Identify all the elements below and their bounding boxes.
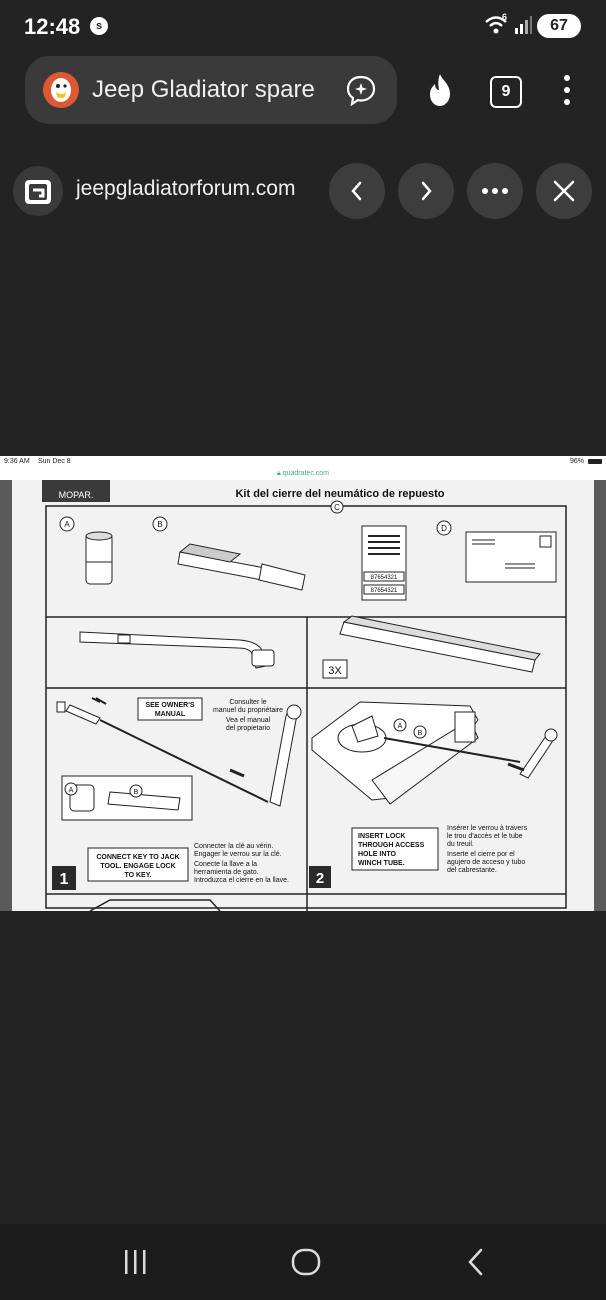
inner-battery: 96% — [570, 458, 585, 465]
inner-date: Sun Dec 8 — [38, 458, 71, 465]
home-icon[interactable] — [290, 1246, 322, 1278]
step-1-instruction-line-1: CONNECT KEY TO JACK — [96, 854, 180, 861]
forward-chevron-icon — [398, 163, 454, 219]
step-1-es-line-3: Introduzca el cierre en la llave. — [194, 877, 289, 884]
step-2-instruction-line-4: WINCH TUBE. — [358, 860, 405, 867]
step-2-part-b-label: B — [417, 730, 423, 737]
quantity-label: 3X — [328, 665, 342, 677]
url-text[interactable]: Jeep Gladiator spare — [92, 76, 315, 103]
step-2-es-line-3: del cabrestante. — [447, 867, 497, 874]
step-1-fr-line-2: Engager le verrou sur la clé. — [194, 851, 282, 858]
s-badge-icon: s — [90, 17, 108, 35]
part-d-label: D — [441, 524, 447, 533]
tab-count: 9 — [501, 83, 511, 100]
step-1-number: 1 — [59, 871, 69, 888]
battery-level: 67 — [550, 17, 568, 34]
back-chevron-icon — [329, 163, 385, 219]
inner-battery-icon — [588, 459, 602, 464]
status-bar — [0, 0, 606, 52]
signal-icon — [514, 16, 532, 34]
step-2-instruction-line-3: HOLE INTO — [358, 851, 396, 858]
step-1-part-b-label: B — [133, 789, 139, 796]
close-button[interactable] — [536, 163, 592, 219]
inner-address-bar — [0, 468, 606, 480]
manual-es-line-2: del propietario — [225, 725, 271, 732]
more-vert-icon[interactable] — [557, 72, 577, 108]
envelope-icon — [466, 532, 556, 582]
step-2-es-line-2: agujero de acceso y tubo — [447, 859, 526, 866]
manual-fr-line-1: Consulter le — [229, 699, 267, 706]
brand-label: MOPAR. — [58, 490, 94, 500]
lock-icon: 🔒︎ — [277, 470, 281, 477]
step-2-instruction-line-2: THROUGH ACCESS — [358, 842, 425, 849]
status-time: 12:48 — [24, 14, 81, 39]
navigation-bar — [0, 1224, 606, 1300]
step-2-fr-line-1: Insérer le verrou à travers — [447, 825, 528, 832]
part-c-label: C — [334, 503, 340, 512]
part-a-label: A — [64, 520, 70, 529]
step-1-instruction-line-3: TO KEY. — [124, 872, 152, 879]
step-2-instruction-line-1: INSERT LOCK — [358, 833, 406, 840]
back-button[interactable] — [329, 163, 385, 219]
more-options-button[interactable] — [467, 163, 523, 219]
step-1-instruction-line-2: TOOL. ENGAGE LOCK — [100, 863, 176, 870]
site-favicon — [13, 166, 63, 216]
inner-address: quadratec.com — [282, 470, 329, 477]
step-2-number: 2 — [315, 870, 325, 887]
manual-fr-line-2: manuel du propriétaire — [212, 707, 284, 714]
step-2-part-a-label: A — [397, 723, 403, 730]
instruction-document — [0, 480, 606, 911]
see-manual-line-2: MANUAL — [154, 711, 186, 718]
see-manual-line-1: SEE OWNER'S — [145, 702, 195, 709]
step-1-part-a-label: A — [68, 787, 74, 794]
tabs-button[interactable] — [490, 76, 522, 108]
step-2-fr-line-3: du treuil. — [447, 841, 474, 848]
document-title: Kit del cierre del neumático de repuesto — [235, 488, 445, 500]
more-horiz-icon — [467, 163, 523, 219]
step-2-es-line-1: Inserte el cierre por el — [447, 851, 515, 858]
forward-button[interactable] — [398, 163, 454, 219]
close-icon — [536, 163, 592, 219]
duckduckgo-logo — [43, 72, 79, 108]
recent-apps-icon[interactable] — [122, 1248, 150, 1276]
inner-status-bar — [0, 456, 606, 468]
code-1: 87654321 — [370, 575, 398, 581]
network-indicator: 6 — [502, 12, 508, 22]
battery-indicator — [537, 14, 581, 38]
back-icon[interactable] — [464, 1248, 488, 1276]
step-1-fr-line-1: Connecter la clé au vérin. — [194, 843, 274, 850]
instruction-sheet — [0, 480, 606, 911]
step-1-es-line-1: Conecte la llave a la — [194, 861, 258, 868]
socket-part-icon — [86, 532, 112, 584]
part-b-label: B — [157, 520, 163, 529]
ai-chat-icon[interactable] — [345, 74, 377, 106]
step-1-es-line-2: herramienta de gato. — [194, 869, 259, 876]
site-name[interactable]: jeepgladiatorforum.com — [76, 177, 296, 200]
step-2-fr-line-2: le trou d'accès et le tube — [447, 833, 523, 840]
manual-es-line-1: Vea el manual — [225, 717, 271, 724]
fire-icon[interactable] — [424, 72, 456, 108]
duckduckgo-icon[interactable] — [43, 72, 79, 108]
code-2: 87654321 — [370, 588, 398, 594]
site-logo-icon — [13, 166, 63, 216]
inner-time: 9:36 AM — [4, 458, 30, 465]
